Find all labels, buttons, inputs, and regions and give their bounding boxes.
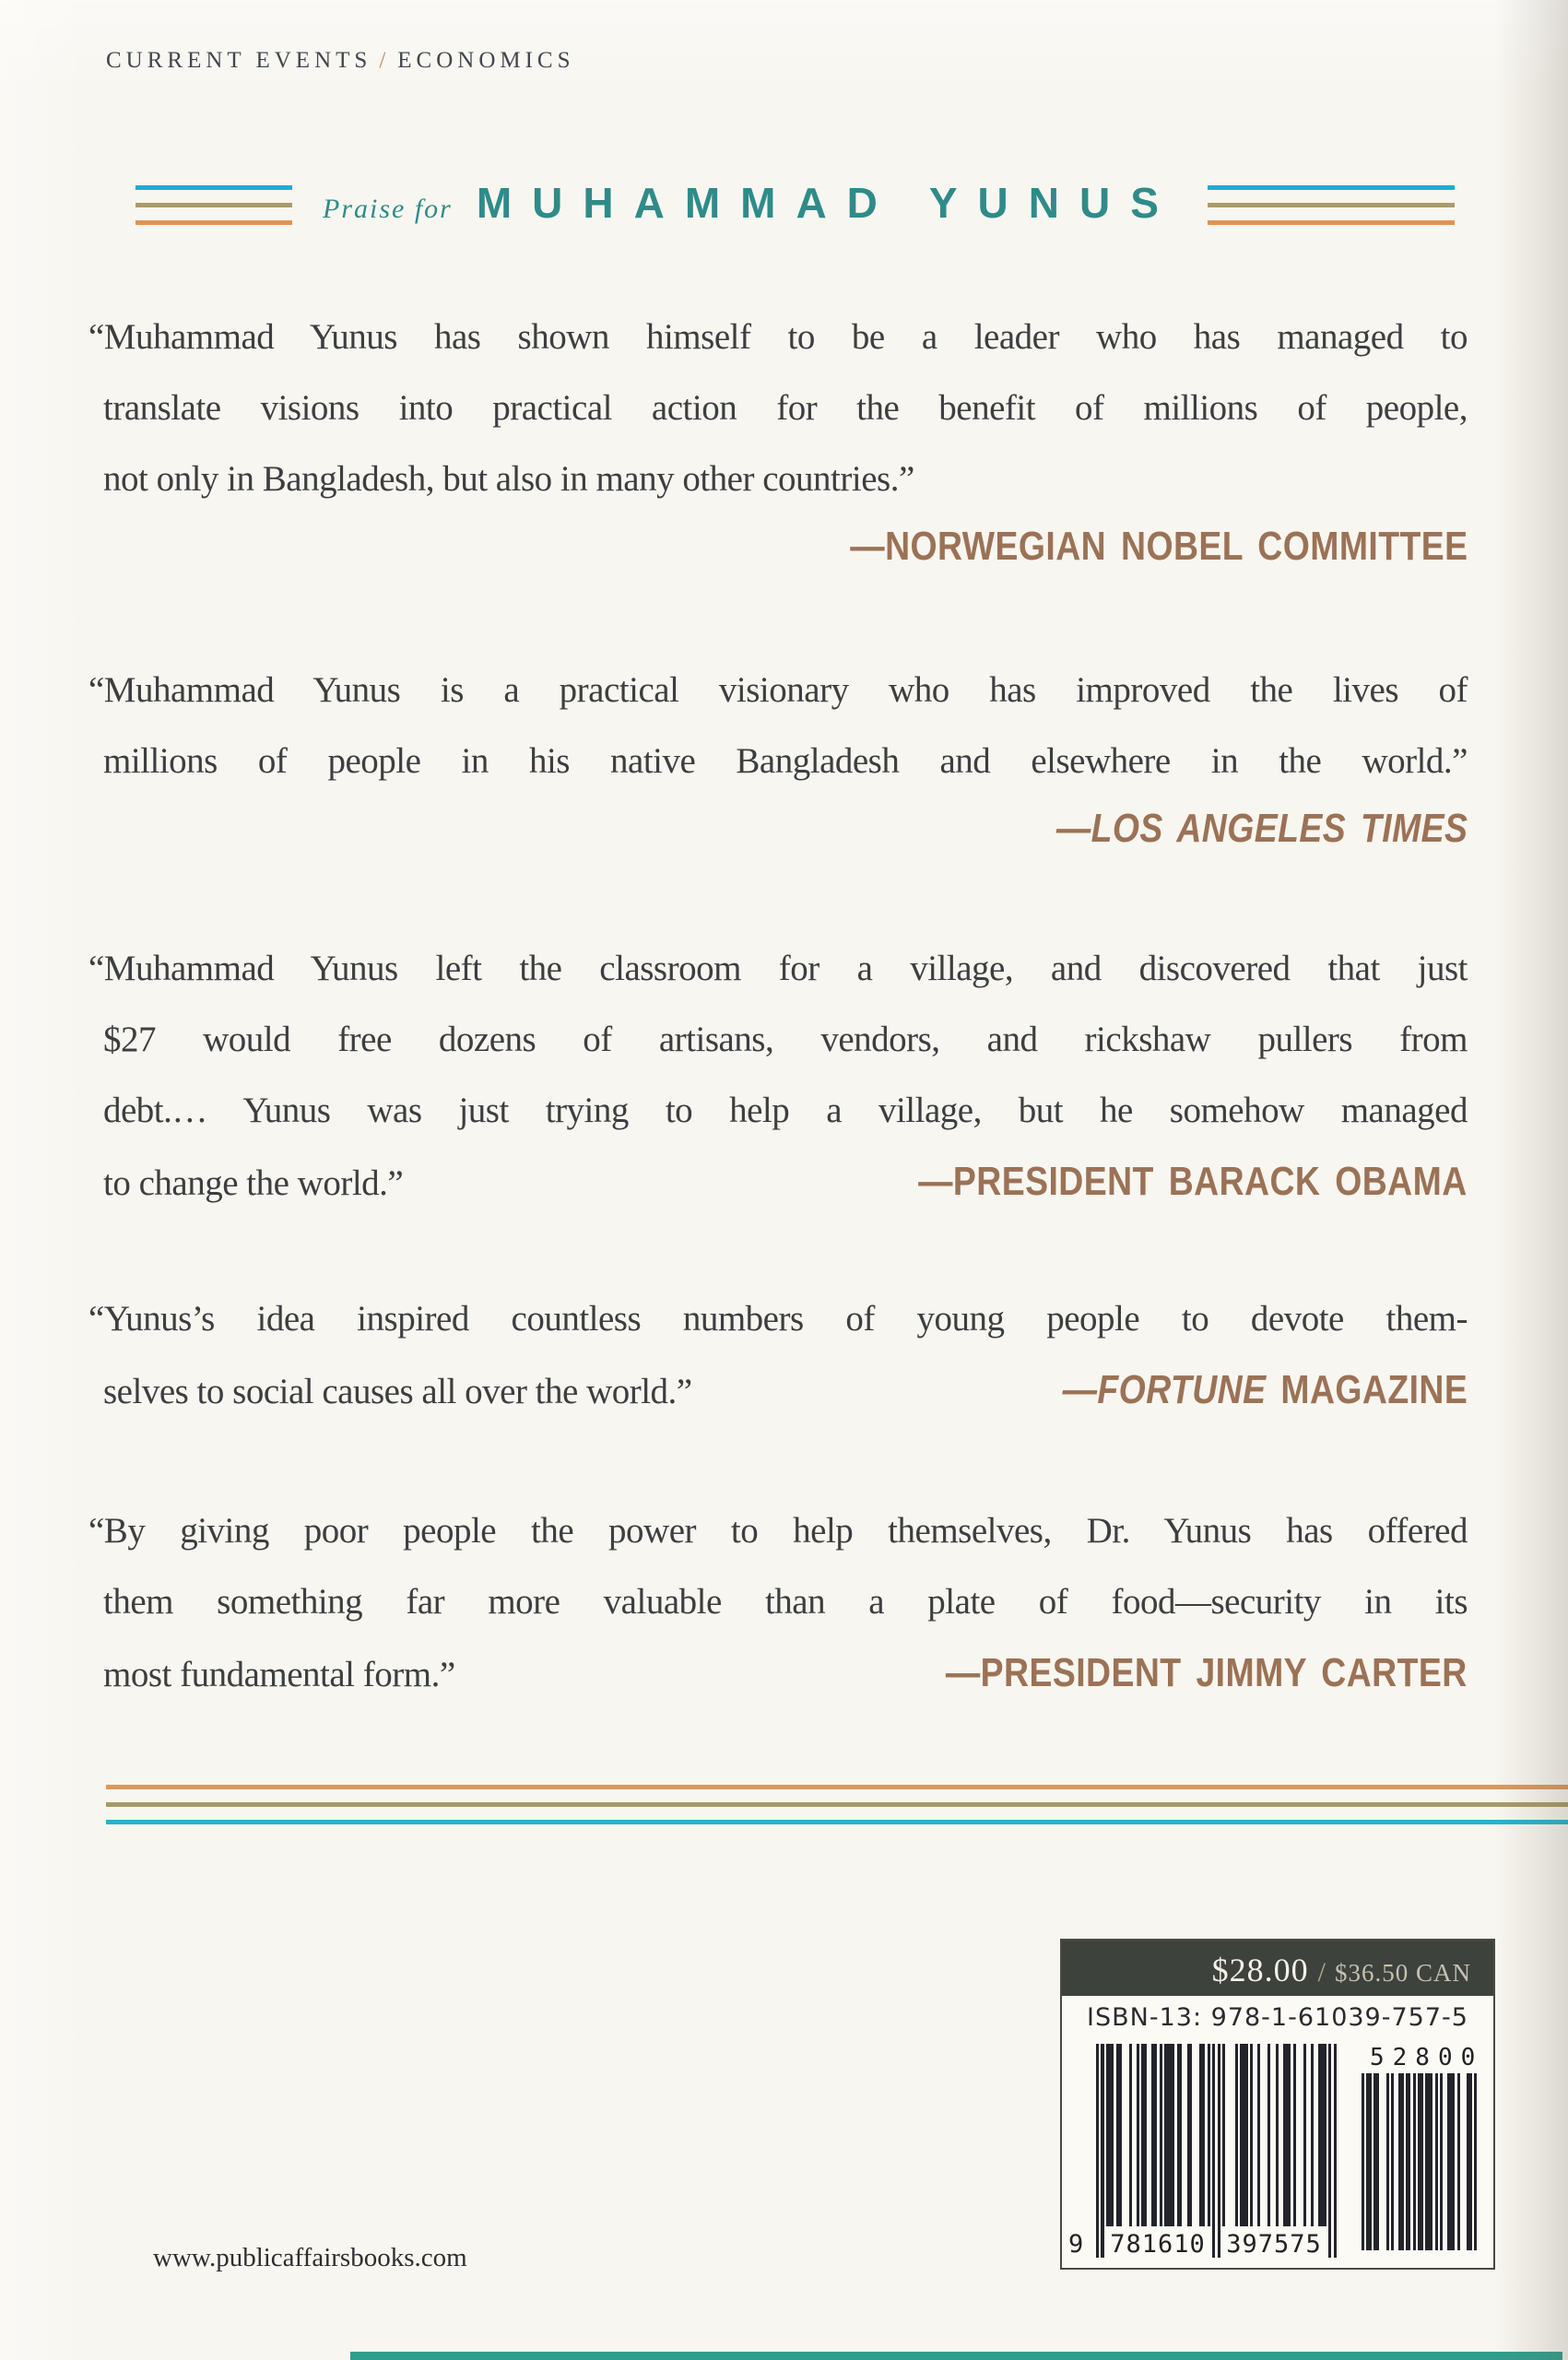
quote-line-text: most fundamental form.” [103,1655,455,1694]
barcode-bar [1440,2073,1443,2250]
quote-last-line [103,1354,1468,1427]
quote-line-text: them something far more valuable than a plate of food—security in its [103,1582,1468,1622]
barcode-bar [1129,2044,1132,2226]
barcode-bar [1257,2044,1260,2226]
barcode-bar [1474,2073,1477,2250]
quote-line-text: debt.… Yunus was just trying to help a village, but he somehow managed [103,1091,1468,1130]
quote-last-line [103,1146,1468,1219]
barcode-bar [1328,2044,1331,2258]
ean13-barcode [1068,2044,1338,2265]
quote-attribution [850,524,1468,570]
attribution-part: —LOS ANGELES TIMES [1055,806,1468,851]
barcode-bar [1267,2044,1270,2226]
barcode-bar [1435,2073,1438,2250]
barcode-bar [1334,2044,1337,2258]
barcode-bar [1467,2073,1472,2250]
barcode-bar [1373,2073,1379,2250]
quote-line-text: “Muhammad Yunus left the classroom for a village, and discovered that just [88,949,1468,988]
praise-quote [88,655,1468,854]
barcode-bar [1283,2044,1291,2226]
attribution-part: —PRESIDENT BARACK OBAMA [918,1159,1468,1204]
author-name: MUHAMMAD YUNUS [476,179,1179,227]
category-part2: ECONOMICS [397,48,575,73]
price-barcode-ticket [1060,1939,1495,2270]
barcode-bar [1222,2044,1225,2226]
addon-digits: 52800 [1370,2044,1484,2071]
praise-quote [88,301,1468,572]
quote-line-text: millions of people in his native Bangladesh and elsewhere in the world.” [103,741,1468,781]
barcode-bar [1096,2044,1099,2258]
barcode-bar [1303,2044,1306,2226]
praise-quote [88,933,1468,1219]
ean-digits-left: 781610 [1110,2230,1206,2259]
barcode-bar [1235,2044,1238,2226]
attribution-part: —PRESIDENT JIMMY CARTER [946,1650,1468,1695]
barcode-bar [1199,2044,1205,2226]
barcode-bar [1293,2044,1296,2226]
price-bar [1062,1941,1493,1996]
barcode-bar [1208,2044,1210,2226]
decorative-rules-bottom [106,1785,1568,1837]
barcode-bar [1141,2044,1147,2226]
rule-orange [106,1785,1568,1789]
barcode-bar [1318,2044,1326,2226]
quote-line-text: to change the world.” [103,1163,404,1203]
quote-line-text: translate visions into practical action for the benefit of millions of people, [103,388,1468,428]
barcode-bar [1406,2073,1411,2250]
price-separator: / [1317,1957,1326,1988]
quote-last-line [103,1637,1468,1710]
praise-quote [88,1283,1468,1427]
quote-line-text: “Yunus’s idea inspired countless numbers of young people to devote them- [88,1299,1468,1339]
quote-attribution [918,1146,1468,1217]
barcode-bar [1457,2073,1460,2250]
barcode-bar [1116,2044,1122,2226]
barcode-bar [1160,2044,1162,2226]
praise-for-label: Praise for [323,194,453,224]
quote-attribution [1055,806,1468,852]
category-separator: / [379,48,391,73]
quote-line-text: selves to social causes all over the world.” [103,1372,692,1411]
rule-cyan [106,1820,1568,1824]
isbn-label: ISBN-13: 978-1-61039-757-5 [1087,2003,1468,2032]
attribution-part: MAGAZINE [1266,1367,1468,1412]
barcode-bar [1106,2044,1114,2226]
price-us: $28.00 [1211,1952,1309,1988]
barcode-bar [1101,2044,1103,2258]
barcode-bar [1311,2044,1314,2226]
price-addon-barcode [1362,2044,1484,2250]
quote-line-text: “Muhammad Yunus has shown himself to be a leader who has managed to [88,317,1468,357]
publisher-website: www.publicaffairsbooks.com [153,2243,467,2272]
barcode-bar [1240,2044,1248,2226]
barcode-bar [1164,2044,1174,2226]
barcode-bar [1386,2073,1389,2250]
quote-attribution [1062,1354,1468,1425]
praise-quote [88,1495,1468,1710]
barcode-bar [1250,2044,1253,2226]
barcode-bar [1362,2073,1364,2250]
rule-tan [106,1802,1568,1807]
quote-attribution-row [103,524,1468,572]
barcode-bar [1447,2073,1455,2250]
ean-digits-right: 397575 [1226,2230,1322,2259]
barcode-bar [1398,2073,1404,2250]
quote-attribution-row [103,806,1468,854]
barcode-bar [1137,2044,1139,2226]
barcode-bar [1366,2073,1372,2250]
attribution-part: —NORWEGIAN NOBEL COMMITTEE [849,524,1468,569]
front-cover-edge [350,2352,1562,2360]
barcode-bar [1418,2073,1423,2250]
barcode-bar [1413,2073,1416,2250]
quote-attribution [946,1637,1468,1708]
quote-line-text: not only in Bangladesh, but also in many other countries.” [103,459,914,499]
barcode-bar [1391,2073,1394,2250]
quote-line-text: “By giving poor people the power to help themselves, Dr. Yunus has offered [88,1511,1468,1551]
quote-line-text: “Muhammad Yunus is a practical visionary who has improved the lives of [88,670,1468,710]
barcode-bar [1151,2044,1157,2226]
barcode-panel [1062,1996,1493,2268]
quote-line-text: $27 would free dozens of artisans, vendors, and rickshaw pullers from [103,1020,1468,1059]
barcode-bar [1218,2044,1220,2258]
addon-bars [1362,2073,1477,2250]
barcode-bar [1425,2073,1432,2250]
barcode-bar [1177,2044,1183,2226]
price-can: $36.50 CAN [1334,1959,1471,1987]
barcode-bar [1212,2044,1215,2258]
barcode-bar [1276,2044,1279,2226]
attribution-part: —FORTUNE [1062,1367,1267,1412]
ean-lead-digit: 9 [1068,2230,1084,2259]
category-part1: CURRENT EVENTS [106,48,372,73]
barcode-bar [1187,2044,1193,2226]
